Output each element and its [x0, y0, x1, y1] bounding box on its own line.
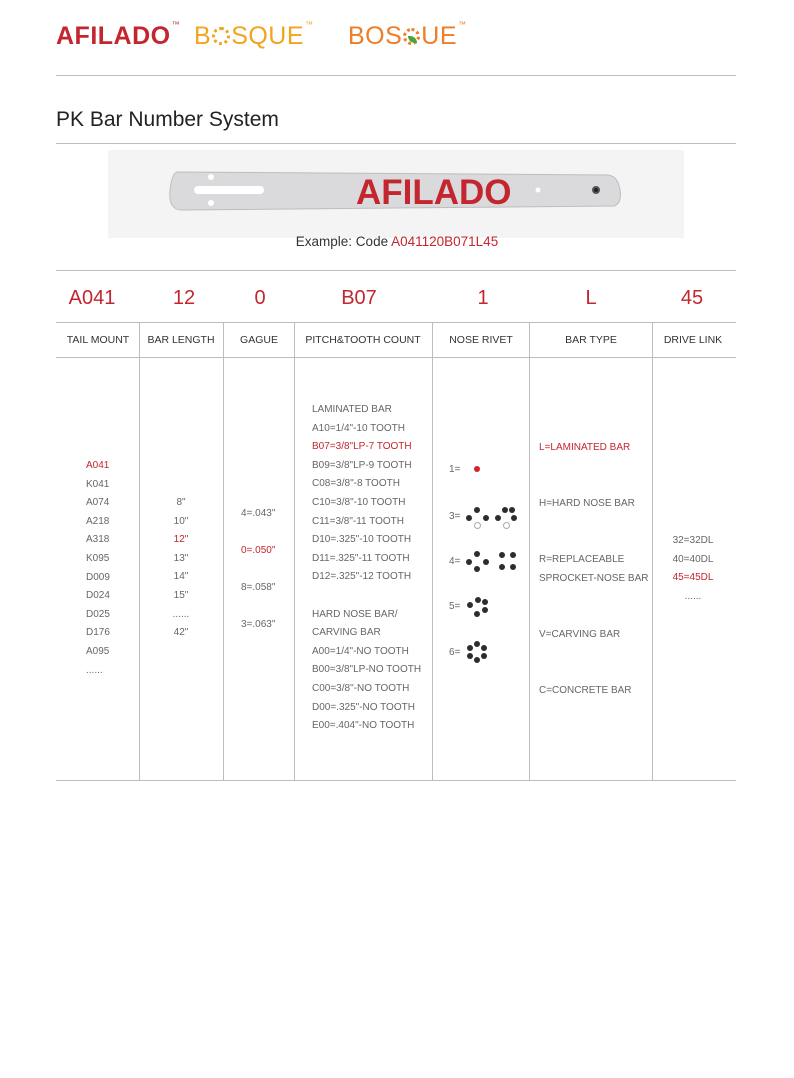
gauge-item: 4=.043" — [241, 508, 276, 519]
list-item: D176 — [86, 627, 110, 639]
code-part-gauge: 0 — [254, 287, 266, 309]
gauge-item: 3=.063" — [241, 619, 276, 630]
code-part-pitch: B07 — [341, 287, 377, 309]
header-bar-type: BAR TYPE — [565, 334, 617, 346]
list-item: 10" — [173, 515, 189, 527]
gauge-item: 0=.050" — [241, 545, 276, 556]
rivet-label: 4= — [449, 556, 461, 567]
bar-type-item: C=CONCRETE BAR — [539, 685, 632, 696]
bar-type-item: SPROCKET-NOSE BAR — [539, 573, 649, 584]
bar-logo: AFILADO — [356, 173, 512, 212]
list-item: A318 — [86, 534, 110, 546]
afilado-logo: AFILADO™ — [56, 20, 181, 50]
list-item: C11=3/8"-11 TOOTH — [312, 515, 405, 527]
bar-length-list — [156, 494, 206, 643]
code-part-tail-mount: A041 — [68, 287, 116, 309]
gear-icon — [212, 27, 230, 45]
list-item: 14" — [173, 571, 189, 583]
column-divider — [294, 322, 295, 780]
title-divider — [56, 143, 736, 144]
list-item: ...... — [684, 590, 702, 602]
list-item: D025 — [86, 608, 110, 620]
list-item: HARD NOSE BAR/ — [312, 608, 398, 620]
rivet-label: 1= — [449, 464, 461, 475]
list-item: A00=1/4"-NO TOOTH — [312, 645, 409, 657]
list-item: C00=3/8"-NO TOOTH — [312, 682, 410, 694]
column-divider — [652, 322, 653, 780]
list-item: D10=.325"-10 TOOTH — [312, 534, 412, 546]
list-item: B07=3/8"LP-7 TOOTH — [312, 441, 412, 453]
code-part-bar-type: L — [585, 287, 597, 309]
column-divider — [432, 322, 433, 780]
column-divider — [139, 322, 140, 780]
header-tail-mount: TAIL MOUNT — [66, 334, 130, 346]
list-item: 8" — [176, 497, 186, 508]
list-item: 15" — [173, 589, 189, 601]
list-item: D024 — [86, 590, 110, 602]
list-item: CARVING BAR — [312, 627, 381, 639]
table-top-border — [56, 322, 736, 323]
list-item: D12=.325"-12 TOOTH — [312, 571, 412, 583]
section-divider — [56, 270, 736, 271]
pitch-list — [312, 401, 421, 736]
gauge-item: 8=.058" — [241, 582, 276, 593]
bosque-logo: B SQUE™ — [194, 20, 314, 50]
list-item: A10=1/4"-10 TOOTH — [312, 422, 405, 434]
list-item: B09=3/8"LP-9 TOOTH — [312, 459, 412, 471]
list-item: 13" — [173, 552, 189, 564]
list-item: K095 — [86, 552, 110, 564]
list-item: 42" — [173, 627, 189, 639]
list-item: 40=40DL — [672, 553, 714, 565]
list-item: D009 — [86, 571, 110, 583]
list-item: 32=32DL — [672, 535, 714, 546]
bar-type-item: H=HARD NOSE BAR — [539, 498, 635, 509]
guide-bar-image — [108, 150, 684, 238]
rivet-label: 3= — [449, 511, 461, 522]
header-drive-link: DRIVE LINK — [663, 334, 723, 346]
list-item: B00=3/8"LP-NO TOOTH — [312, 664, 422, 676]
bar-type-item: R=REPLACEABLE — [539, 554, 625, 565]
list-item: A074 — [86, 497, 110, 509]
header-pitch: PITCH&TOOTH COUNT — [305, 334, 421, 346]
list-item: 45=45DL — [672, 572, 714, 584]
table-bottom-border — [56, 780, 736, 781]
list-item: ...... — [172, 608, 190, 620]
list-item: D11=.325"-11 TOOTH — [312, 552, 410, 564]
example-line: Example: Code A041120B071L45 — [295, 234, 499, 249]
drive-link-list — [663, 532, 723, 606]
bosque-leaf-logo: BOS UE™ — [348, 20, 467, 50]
list-item: A218 — [86, 515, 110, 527]
list-item: A041 — [86, 460, 110, 471]
header-gauge: GAGUE — [240, 334, 278, 346]
list-item: C08=3/8"-8 TOOTH — [312, 478, 400, 490]
bar-slot — [194, 186, 264, 194]
bar-type-item: L=LAMINATED BAR — [539, 442, 631, 453]
rivet-label: 6= — [449, 647, 461, 658]
list-item — [312, 587, 421, 606]
list-item: ...... — [86, 664, 103, 676]
list-item: 12" — [173, 534, 189, 546]
code-part-drive-link: 45 — [680, 287, 704, 309]
list-item: K041 — [86, 478, 110, 490]
rivet-label: 5= — [449, 601, 461, 612]
tail-mount-list — [86, 457, 110, 680]
column-divider — [223, 322, 224, 780]
code-part-nose-rivet: 1 — [477, 287, 489, 309]
page-title: PK Bar Number System — [56, 108, 279, 131]
column-divider — [529, 322, 530, 780]
header-divider — [56, 75, 736, 76]
list-item: A095 — [86, 645, 110, 657]
list-item: LAMINATED BAR — [312, 404, 392, 415]
example-code: A041120B071L45 — [391, 234, 499, 249]
list-item: E00=.404"-NO TOOTH — [312, 720, 415, 732]
list-item: C10=3/8"-10 TOOTH — [312, 496, 406, 508]
leaf-gear-icon — [403, 28, 420, 45]
rivet-dot — [474, 466, 480, 472]
code-part-bar-length: 12 — [172, 287, 196, 309]
list-item: D00=.325"-NO TOOTH — [312, 701, 415, 713]
header-bar-length: BAR LENGTH — [147, 334, 215, 346]
header-nose-rivet: NOSE RIVET — [449, 334, 513, 346]
bar-type-item: V=CARVING BAR — [539, 629, 621, 640]
header-bottom-border — [56, 357, 736, 358]
